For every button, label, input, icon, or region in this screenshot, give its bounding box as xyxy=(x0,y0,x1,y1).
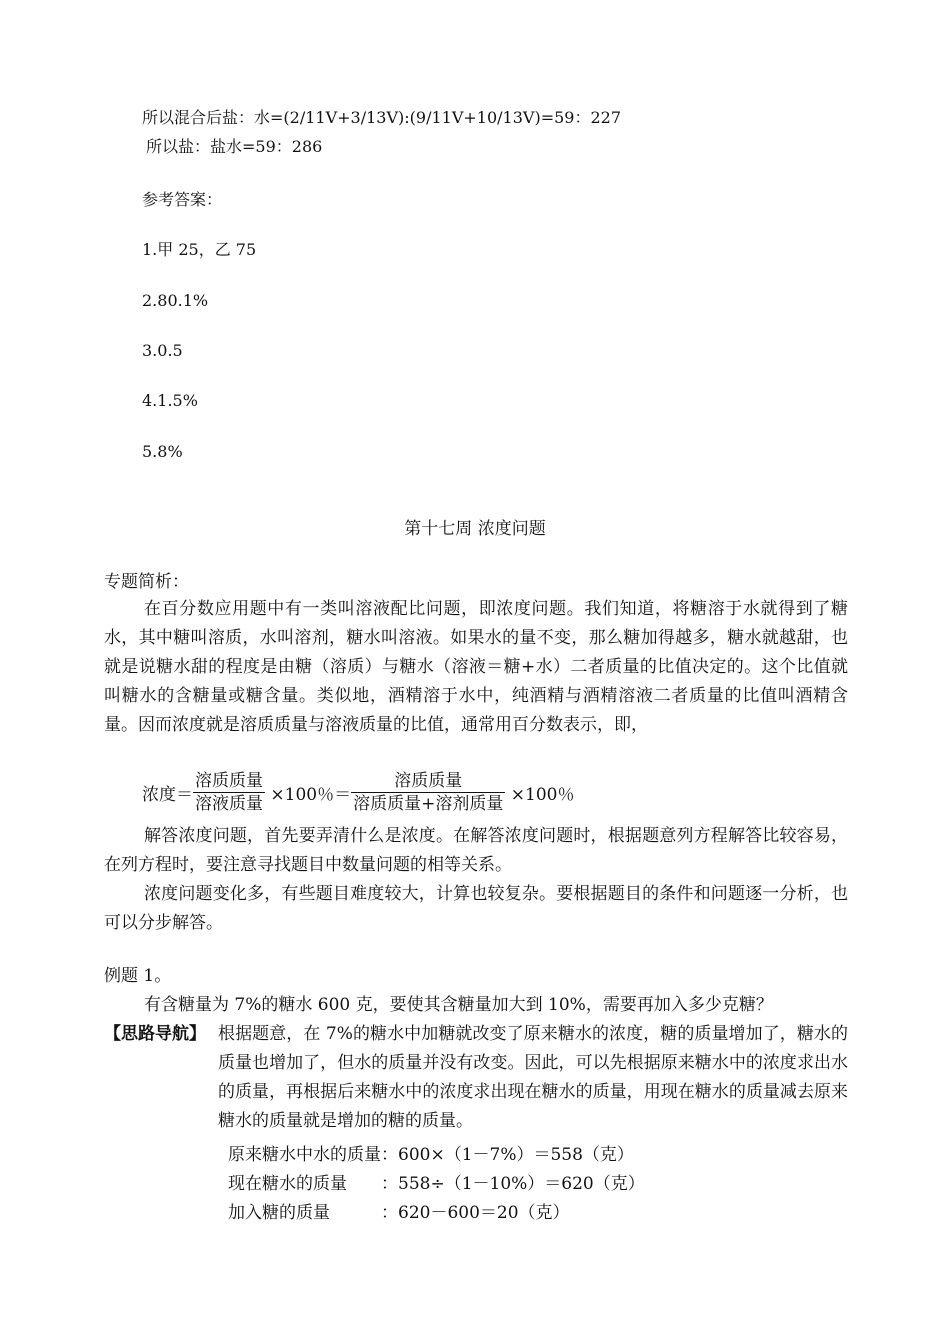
calc-step-3-expr: 620－600＝20（克） xyxy=(398,1203,570,1223)
formula-fraction-2 xyxy=(351,770,505,815)
calc-step-3-label: 加入糖的质量 ： xyxy=(228,1203,398,1223)
guide-label: 【思路导航】 xyxy=(104,1024,206,1044)
calc-step-3 xyxy=(228,1198,570,1223)
answers-heading: 参考答案： xyxy=(142,190,223,209)
calc-step-2-expr: 558÷（1－10%）＝620（克） xyxy=(398,1174,645,1194)
section-title: 第十七周 浓度问题 xyxy=(404,519,546,539)
analysis-paragraph-3: 浓度问题变化多，有些题目难度较大，计算也较复杂。要根据题目的条件和问题逐一分析，也可以分步解答。 xyxy=(104,884,848,933)
answer-item-2: 2.80.1% xyxy=(142,291,209,310)
example-1-question: 有含糖量为 7%的糖水 600 克，要使其含糖量加大到 10%，需要再加入多少克糖？ xyxy=(144,995,773,1015)
calc-step-2-label: 现在糖水的质量 ： xyxy=(228,1174,398,1194)
formula-denominator-2: 溶质质量+溶剂质量 xyxy=(353,794,504,814)
example-1-heading: 例题 1。 xyxy=(104,966,172,986)
calc-step-1 xyxy=(228,1140,634,1165)
mix-ratio-line: 所以混合后盐：水=(2/11V+3/13V):(9/11V+10/13V)=59：227 xyxy=(142,108,622,127)
answer-item-1: 1.甲 25，乙 75 xyxy=(142,240,257,259)
formula-denominator-1: 溶液质量 xyxy=(195,794,263,814)
formula-multiplier-1: ×100％＝ xyxy=(270,785,352,805)
calc-step-1-expr: 600×（1－7%）＝558（克） xyxy=(398,1145,634,1165)
answer-item-5: 5.8% xyxy=(142,442,183,461)
analysis-paragraph-1: 在百分数应用题中有一类叫溶液配比问题，即浓度问题。我们知道，将糖溶于水就得到了糖水，其中糖叫溶质，水叫溶剂，糖水叫溶液。如果水的量不变，那么糖加得越多，糖水就越甜，也就是说糖水甜的程度是由糖（溶质）与糖水（溶液＝糖+水）二者质量的比值决定的。这个比值就叫糖水的含糖量或糖含量。类似地，酒精溶于水中，纯酒精与酒精溶液二者质量的比值叫酒精含量。因而浓度就是溶质质量与溶液质量的比值，通常用百分数表示，即， xyxy=(104,599,848,735)
answer-item-4: 4.1.5% xyxy=(142,391,198,410)
formula-fraction-1 xyxy=(193,770,265,815)
analysis-heading: 专题简析： xyxy=(104,572,189,592)
answer-item-3: 3.0.5 xyxy=(142,341,183,360)
formula-multiplier-2: ×100％ xyxy=(510,785,575,805)
analysis-paragraph-2: 解答浓度问题，首先要弄清什么是浓度。在解答浓度问题时，根据题意列方程解答比较容易，在列方程时，要注意寻找题目中数量问题的相等关系。 xyxy=(104,826,848,875)
calc-step-2 xyxy=(228,1169,645,1194)
formula-lhs: 浓度＝ xyxy=(142,785,193,805)
calc-step-1-label: 原来糖水中水的质量： xyxy=(228,1145,398,1165)
salt-ratio-line: 所以盐：盐水=59：286 xyxy=(146,137,323,156)
guide-text: 根据题意，在 7%的糖水中加糖就改变了原来糖水的浓度，糖的质量增加了，糖水的质量也增加了，但水的质量并没有改变。因此，可以先根据原来糖水中的浓度求出水的质量，再根据后来糖水中的浓度求出现在糖水的质量，用现在糖水的质量减去原来糖水的质量就是增加的糖的质量。 xyxy=(218,1024,848,1131)
formula-numerator-1: 溶质质量 xyxy=(195,771,263,791)
concentration-formula xyxy=(142,770,574,815)
formula-numerator-2: 溶质质量 xyxy=(351,770,505,793)
